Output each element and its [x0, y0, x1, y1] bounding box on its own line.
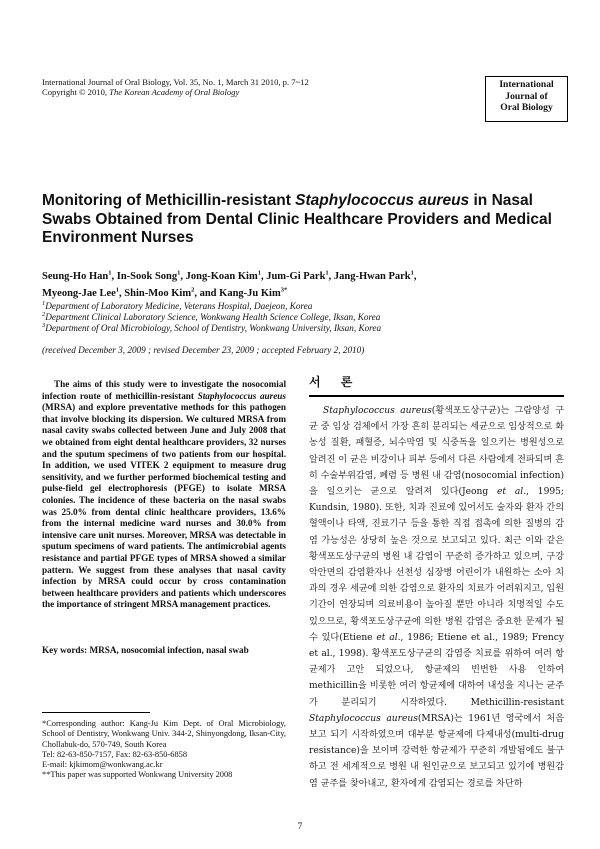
- journal-box-line: International: [499, 79, 554, 90]
- author-sup: 1: [108, 269, 112, 277]
- author-name: Seung-Ho Han: [42, 271, 109, 282]
- affiliation-text: Department of Laboratory Medicine, Veterans Hospital, Daejeon, Korea: [45, 301, 313, 311]
- affiliation-list: [42, 301, 562, 334]
- abstract: [42, 379, 286, 611]
- author-name: Kang-Ju Kim: [219, 288, 281, 299]
- intro-text: (MRSA)는 1961년 영국에서 처음 보고 되기 시작하였으며 대부분 항균제에 다제내성(multi-drug resistance)을 보이며 강력한 항균제가 꾸준히 개발됨에도 불구하고 전 세계적으로 병원 내 원인균으로 보고되고 있기에 병원감염 균주를 찾아내고, 환자에게 감염되는 경로를 차단하: [309, 713, 564, 789]
- journal-citation: International Journal of Oral Biology, Vol. 35, No. 1, March 31 2010, p. 7~12: [42, 77, 309, 87]
- footnote: [42, 719, 286, 781]
- contact-phone: Tel: 82-63-850-7157, Fax: 82-63-850-6858: [42, 749, 188, 759]
- author-name: Jang-Hwan Park: [333, 271, 411, 282]
- page-number: 7: [297, 822, 303, 832]
- intro-paragraph: [309, 403, 564, 792]
- affiliation-text: Department of Oral Microbiology, School of Dentistry, Wonkwang University, Iksan, Korea: [45, 323, 382, 333]
- contact-email: E-mail: kjkimom@wonkwang.ac.kr: [42, 760, 163, 770]
- author-name: Jong-Koan Kim: [185, 271, 258, 282]
- affiliation: [42, 323, 562, 334]
- affiliation-text: Department Clinical Laboratory Science, Wonkwang Health Science College, Iksan, Korea: [45, 312, 381, 322]
- affiliation: [42, 312, 562, 323]
- author-sup: 1: [177, 269, 181, 277]
- intro-etal: et al: [497, 487, 524, 498]
- abstract-part1: The aims of this study were to investigate the nosocomial infection route of methicillin-resistant: [42, 379, 286, 401]
- section-heading: 서 론: [309, 375, 361, 389]
- author-sup: 2: [191, 286, 195, 294]
- paper-title: [42, 192, 562, 248]
- intro-species: Staphylococcus aureus: [323, 406, 432, 416]
- title-part2: in Nasal Swabs Obtained from Dental Clinic Healthcare Providers and Medical Environment Nurses: [42, 192, 552, 246]
- intro-species: Staphylococcus aureus: [309, 713, 418, 724]
- keywords: Key words: MRSA, nosocomial infection, nasal swab: [42, 645, 249, 655]
- title-species: Staphylococcus aureus: [295, 192, 470, 209]
- heading-rule: [309, 395, 564, 397]
- copyright-prefix: Copyright © 2010,: [42, 87, 110, 97]
- copyright-line: [42, 87, 239, 98]
- author-sup: 1: [257, 269, 261, 277]
- author-sup: 1: [115, 286, 120, 294]
- journal-box-line: Oral Biology: [500, 102, 553, 113]
- author-name: Shin-Moo Kim: [124, 288, 192, 299]
- affiliation-sup: 1: [42, 299, 46, 307]
- affiliation-sup: 2: [42, 310, 46, 318]
- abstract-species: Staphylococcus aureus: [197, 390, 286, 401]
- footnote-divider: [42, 712, 150, 713]
- copyright-org: The Korean Academy of Oral Biology: [109, 87, 240, 97]
- author-sup: 1: [325, 269, 329, 277]
- intro-etal: et al: [376, 632, 398, 643]
- author-list: Seung-Ho Han$^1$, In-Sook Song$^1$, Jong-Koan Kim$^1$, Jum-Gi Park$^1$, Jang-Hwan Park$^1$, Myeong-Jae Lee$^1$, Shin-Moo Kim$^2$, and Kang-Ju Kim$^{3*}$: [42, 269, 417, 299]
- funding-note: **This paper was supported Wonkwang University 2008: [42, 770, 233, 780]
- affiliation: [42, 301, 562, 312]
- abstract-part2: (MRSA) and explore preventative methods for this pathogen that involve blocking its dispersion. We cultured MRSA from nasal cavity swabs collected between June and July 2008 that we obtained from eight dental healthcare providers, 32 nurses and the sputum specimens of two patients from our hospital. In addition, we used VITEK 2 equipment to measure drug sensitivity, and we further performed biochemical testing and pulse-field gel electrophoresis (PFGE) to isolate MRSA colonies. The incidence of these bacteria on the nasal swabs was 25.0% from dental clinic healthcare providers, 13.6% from the internal medicine ward nurses and 30.0% from intensive care unit nurses. Moreover, MRSA was detectable in sputum specimens of ward patients. The antimicrobial agents resistance and partial PFGE types of MRSA showed a similar pattern. We suggest from these analyses that nasal cavity infection by MRSA could occur by cross contamination between healthcare providers and patients which underscores the importance of stringent MRSA management practices.: [42, 402, 286, 610]
- intro-text: ., 1995; Kundsin, 1980). 또한, 치과 진료에 있어서도 술자와 환자 간의 혈액이나 타액, 진료기구 등을 통한 직접 접촉에 의한 질병의 감염 가능성은 상당히 높은 것으로 보고되고 있다. 최근 이와 같은 황색포도상구균의 병원 내 감염이 꾸준히 증가하고 있으며, 구강악안면의 감염환자나 선천성 심장병 어린이가 내원하는 소아 치과의 경우 세균에 의한 감염으로 환자의 치료가 어려워지고, 입원기간이 연장되며 의료비용이 높아질 뿐만 아니라 치명적일 수도 있으므로, 황색포도상구균에 의한 병원 감염은 중요한 문제가 될 수 있다(Etiene: [309, 487, 564, 643]
- intro-text: (황색포도상구균)는 그람양성 구균 중 임상 검체에서 가장 흔히 분리되는 세균으로 임상적으로 화농성 질환, 패혈증, 뇌수막염 및 식중독을 일으키는 병원성으로 알려진 이 균은 비강이나 피부 등에서 다른 사람에게 전파되며 흔히 수술부위감염, 폐렴 등 병원 내 감염(nosocomial infection)을 일으키는 균으로 알려져 있다(Jeong: [309, 406, 564, 498]
- received-dates: (received December 3, 2009 ; revised December 23, 2009 ; accepted February 2, 2010): [42, 345, 365, 355]
- author-sup: 3*: [280, 286, 288, 294]
- intro-body: [309, 403, 564, 792]
- author-name: In-Sook Song: [116, 271, 178, 282]
- title-part1: Monitoring of Methicillin-resistant: [42, 192, 296, 209]
- intro-heading-block: [309, 373, 564, 397]
- author-name: Myeong-Jae Lee: [42, 288, 116, 299]
- journal-box-line: Journal of: [505, 90, 548, 102]
- author-name: Jum-Gi Park: [266, 271, 326, 282]
- intro-text: ., 1986; Etiene et al., 1989; Frency et al., 1998). 황색포도상구균의 감염증 치료를 위하여 여러 항균제가 고안 되었으나, 항균제의 빈번한 사용 인하여 methicillin을 비롯한 여러 항균제에 대하여 내성을 지니는 균주가 분리되기 시작하였다. Methicillin-resistant: [309, 632, 564, 708]
- affiliation-sup: 3: [42, 321, 46, 329]
- journal-logo-box: [485, 76, 568, 122]
- corresponding-author: *Corresponding author: Kang-Ju Kim Dept. of Oral Microbiology, School of Dentistry, Wonkwang Univ. 344-2, Shinyongdong, Iksan-City, Chollabuk-do, 570-749, South Korea: [42, 719, 286, 749]
- author-sup: 1: [410, 269, 414, 277]
